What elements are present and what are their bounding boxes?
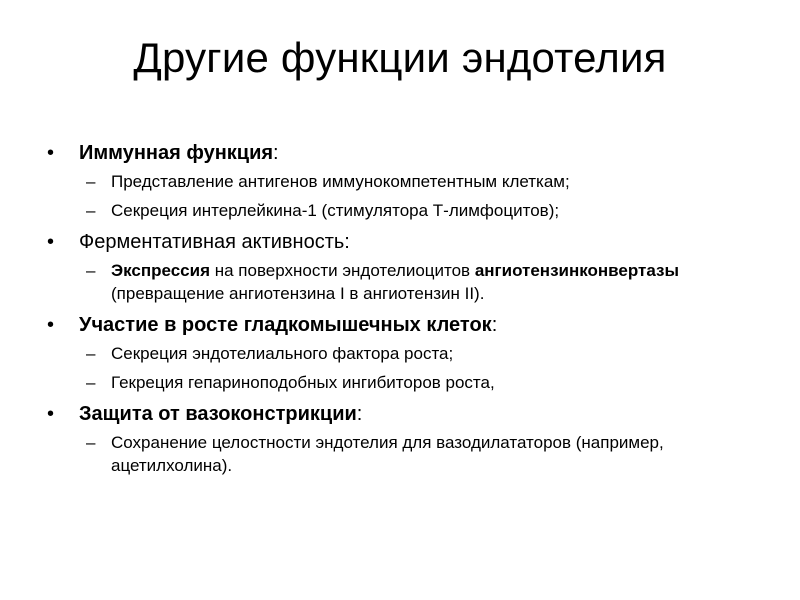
dash-icon: – <box>86 172 96 191</box>
bullet-item-label-text: Ферментативная активность: <box>79 231 350 253</box>
dash-icon: – <box>86 261 96 280</box>
sub-item <box>44 199 764 222</box>
sub-item-text: на поверхности эндотелиоцитов <box>210 261 475 280</box>
slide-title: Другие функции эндотелия <box>133 34 667 81</box>
dash-icon: – <box>86 373 96 392</box>
bullet-item-enzymatic-activity <box>44 228 764 256</box>
sub-item <box>44 342 764 365</box>
bullet-item-label: Защита от вазоконстрикции <box>79 403 357 425</box>
bullet-item-label: Иммунная функция <box>79 142 274 164</box>
sub-item-text: Секреция эндотелиального фактора роста; <box>111 344 454 363</box>
sub-item-text: Секреция интерлейкина-1 (стимулятора Т-лимфоцитов); <box>111 201 560 220</box>
bullet-item-label-suffix: : <box>491 314 498 336</box>
sub-item-text: Сохранение целостности эндотелия для вазодилататоров (например, ацетилхолина). <box>111 433 664 475</box>
bullet-icon: • <box>47 142 55 164</box>
sub-item-text: (превращение ангиотензина I в ангиотензин II). <box>111 284 485 303</box>
bullet-item-label-suffix: : <box>356 403 363 425</box>
bullet-icon: • <box>47 314 55 336</box>
sub-item <box>44 170 764 193</box>
bullet-list <box>44 139 764 483</box>
bullet-icon: • <box>47 231 55 253</box>
bullet-item-label: Участие в росте гладкомышечных клеток <box>79 314 492 336</box>
bullet-item-smooth-muscle-growth <box>44 311 764 339</box>
dash-icon: – <box>86 433 96 452</box>
dash-icon: – <box>86 201 96 220</box>
sub-item-text-bold: ангиотензинконвертазы <box>474 261 679 280</box>
bullet-item-immune-function <box>44 139 764 167</box>
sub-item-text: Гекреция гепариноподобных ингибиторов роста, <box>111 373 495 392</box>
dash-icon: – <box>86 344 96 363</box>
sub-item <box>44 431 764 477</box>
sub-item <box>44 259 764 305</box>
bullet-icon: • <box>47 403 55 425</box>
sub-item-text: Представление антигенов иммунокомпетентным клеткам; <box>111 172 570 191</box>
sub-item <box>44 371 764 394</box>
bullet-item-label-suffix: : <box>273 142 279 164</box>
sub-item-text-bold: Экспрессия <box>111 261 210 280</box>
bullet-item-vasoconstriction-protection <box>44 400 764 428</box>
